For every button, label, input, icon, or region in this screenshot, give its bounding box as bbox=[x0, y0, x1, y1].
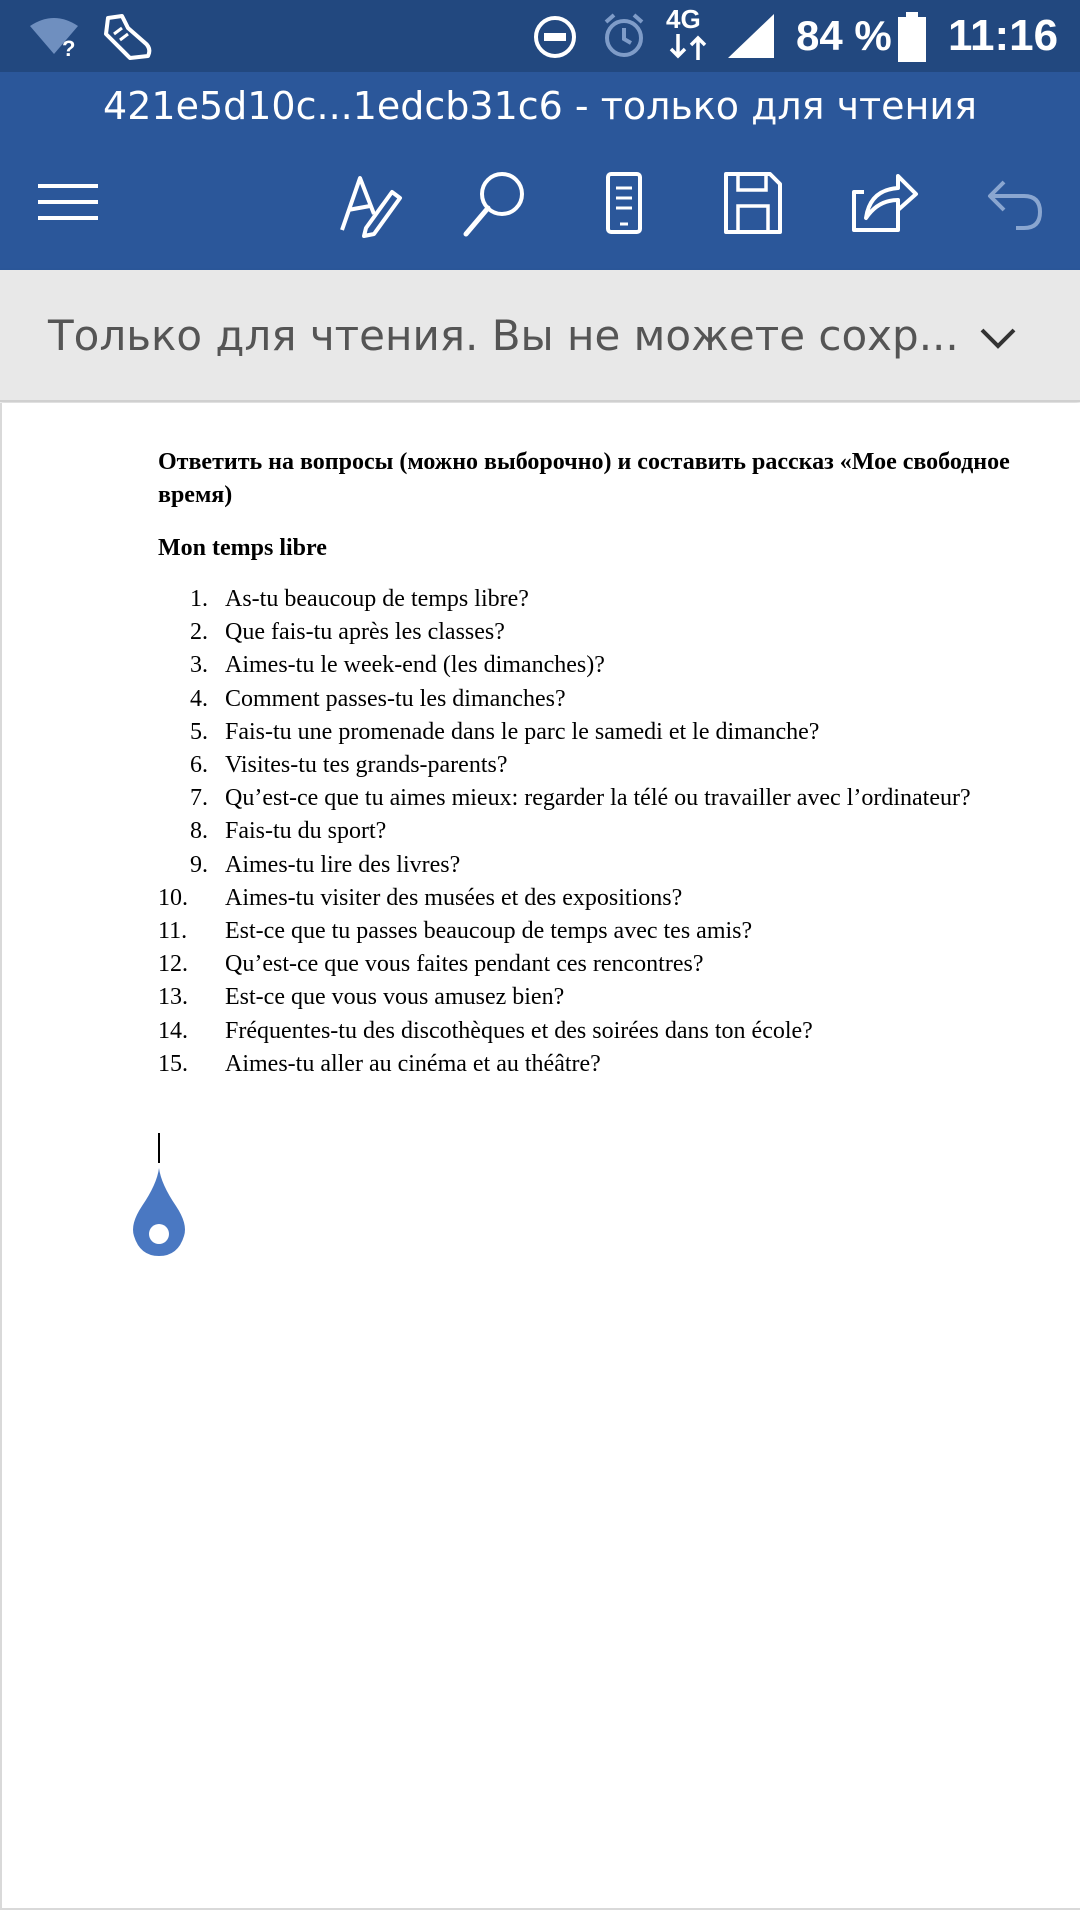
undo-icon bbox=[972, 162, 1052, 242]
list-item-text: Fais-tu du sport? bbox=[225, 818, 387, 845]
list-item-number: 9. bbox=[190, 851, 208, 878]
list-item-number: 1. bbox=[190, 586, 208, 612]
save-button[interactable] bbox=[712, 162, 792, 242]
list-item bbox=[158, 948, 1018, 981]
clock: 11:16 bbox=[948, 11, 1059, 60]
read-only-banner[interactable] bbox=[0, 270, 1080, 402]
list-item-number: 6. bbox=[190, 752, 208, 779]
list-item-number: 3. bbox=[190, 652, 208, 679]
alarm-icon bbox=[600, 12, 648, 60]
pen-a-icon bbox=[330, 162, 410, 242]
list-item bbox=[158, 815, 1018, 848]
search-icon bbox=[456, 162, 536, 242]
list-item bbox=[158, 749, 1018, 782]
list-item bbox=[158, 649, 1018, 682]
list-item-text: Est-ce que vous vous amusez bien? bbox=[225, 984, 565, 1011]
list-item bbox=[158, 1015, 1018, 1048]
document-content[interactable] bbox=[158, 446, 1018, 1081]
list-item bbox=[158, 616, 1018, 649]
list-item-text: As-tu beaucoup de temps libre? bbox=[225, 586, 529, 612]
signal-icon bbox=[726, 12, 776, 60]
text-cursor bbox=[158, 1133, 160, 1163]
list-item-text: Que fais-tu après les classes? bbox=[225, 619, 505, 646]
list-item bbox=[158, 1048, 1018, 1081]
list-item bbox=[158, 782, 1018, 815]
chevron-down-icon[interactable] bbox=[978, 318, 1018, 358]
share-button[interactable] bbox=[842, 162, 922, 242]
list-item bbox=[158, 882, 1018, 915]
cursor-handle-icon[interactable] bbox=[130, 1166, 188, 1258]
list-item-number: 10. bbox=[158, 884, 188, 911]
list-item bbox=[158, 915, 1018, 948]
list-item-text: Aimes-tu lire des livres? bbox=[225, 851, 461, 878]
network-type: 4G bbox=[666, 4, 701, 34]
list-item-text: Qu’est-ce que tu aimes mieux: regarder la télé ou travailler avec l’ordinateur? bbox=[225, 785, 971, 812]
list-item-number: 2. bbox=[190, 619, 208, 646]
list-item-number: 12. bbox=[158, 951, 188, 978]
list-item-text: Aimes-tu le week-end (les dimanches)? bbox=[225, 652, 605, 679]
list-item-number: 11. bbox=[158, 918, 188, 945]
menu-button[interactable] bbox=[30, 162, 110, 242]
list-item bbox=[158, 981, 1018, 1014]
list-item-text: Fréquentes-tu des discothèques et des soirées dans ton école? bbox=[225, 1017, 813, 1044]
task-instruction: Ответить на вопросы (можно выборочно) и составить рассказ «Мое свободное время) bbox=[158, 449, 1010, 508]
list-item-number: 15. bbox=[158, 1050, 188, 1077]
wifi-unknown-icon bbox=[26, 14, 82, 58]
list-item bbox=[158, 683, 1018, 716]
search-button[interactable] bbox=[456, 162, 536, 242]
status-bar bbox=[0, 0, 1080, 72]
battery-icon bbox=[898, 12, 926, 62]
save-icon bbox=[712, 162, 792, 242]
list-item bbox=[158, 583, 1018, 616]
document-title: 421e5d10c...1edcb31c6 - только для чтения bbox=[103, 84, 977, 128]
do-not-disturb-icon bbox=[532, 14, 578, 60]
hamburger-menu-icon bbox=[30, 162, 110, 242]
edit-button[interactable] bbox=[330, 162, 410, 242]
svg-text:?: ? bbox=[62, 36, 76, 58]
list-item-number: 14. bbox=[158, 1017, 188, 1044]
list-item bbox=[158, 716, 1018, 749]
list-item-text: Aimes-tu aller au cinéma et au théâtre? bbox=[225, 1050, 601, 1077]
list-item-text: Est-ce que tu passes beaucoup de temps avec tes amis? bbox=[225, 918, 753, 945]
mobile-view-icon bbox=[584, 162, 664, 242]
mobile-view-button[interactable] bbox=[584, 162, 664, 242]
undo-button[interactable] bbox=[972, 162, 1052, 242]
list-item-text: Comment passes-tu les dimanches? bbox=[225, 685, 566, 712]
data-arrows-icon bbox=[668, 34, 708, 60]
document-subtitle: Mon temps libre bbox=[158, 535, 327, 561]
list-item-number: 8. bbox=[190, 818, 208, 845]
list-item-text: Qu’est-ce que vous faites pendant ces rencontres? bbox=[225, 951, 704, 978]
question-list bbox=[158, 583, 1018, 1081]
list-item-number: 13. bbox=[158, 984, 188, 1011]
list-item-number: 5. bbox=[190, 718, 208, 745]
list-item bbox=[158, 849, 1018, 882]
list-item-text: Aimes-tu visiter des musées et des expositions? bbox=[225, 884, 683, 911]
battery-percent: 84 % bbox=[796, 12, 892, 59]
list-item-number: 7. bbox=[190, 785, 208, 812]
list-item-number: 4. bbox=[190, 685, 208, 712]
share-icon bbox=[842, 162, 922, 242]
list-item-text: Visites-tu tes grands-parents? bbox=[225, 752, 508, 779]
running-shoe-icon bbox=[100, 12, 154, 62]
list-item-text: Fais-tu une promenade dans le parc le samedi et le dimanche? bbox=[225, 718, 820, 745]
read-only-banner-text: Только для чтения. Вы не можете сохр... bbox=[48, 311, 959, 360]
